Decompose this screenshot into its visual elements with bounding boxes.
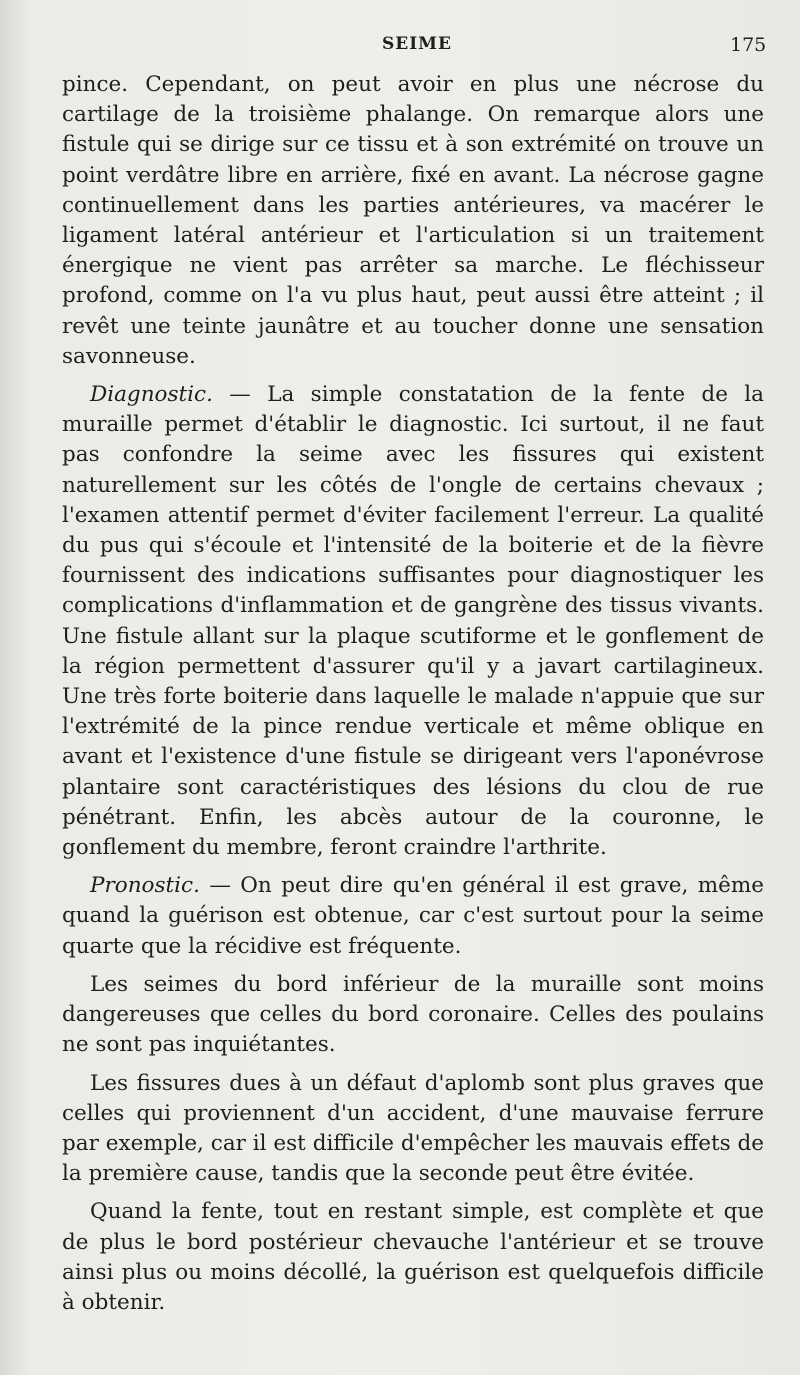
paragraph-text: — La simple constatation de la fente de la muraille permet d'établir le diagnostic. Ici surtout, il ne faut pas confondre la seime avec les fissures qui existent naturellement sur les côtés de l'ongle de certains chevaux ; l'examen attentif permet d'éviter facilement l'erreur. La qualité du pus qui s'écoule et l'intensité de la boiterie et de la fièvre fournissent des indications suffisantes pour diagnostiquer les complications d'inflammation et de gangrène des tissus vivants. Une fistule allant sur la plaque scutiforme et le gonflement de la région permettent d'assurer qu'il y a javart cartilagineux. Une très forte boiterie dans laquelle le malade n'appuie que sur l'extrémité de la pince rendue verticale et même oblique en avant et l'existence d'une fistule se dirigeant vers l'aponévrose plantaire sont caractéristiques des lésions du clou de rue pénétrant. Enfin, les abcès autour de la couronne, le gonflement du membre, feront craindre l'arthrite. bbox=[62, 382, 764, 861]
paragraph-text: — On peut dire qu'en général il est grave, même quand la guérison est obtenue, car c'est surtout pour la seime quarte que la récidive est fréquente. bbox=[62, 873, 764, 959]
paragraph-seimes-bord bbox=[62, 970, 764, 1061]
paragraph-pronostic bbox=[62, 871, 764, 962]
paragraph-continuation bbox=[62, 70, 764, 372]
paragraph-diagnostic bbox=[62, 380, 764, 863]
section-heading-diagnostic: Diagnostic. bbox=[90, 382, 213, 408]
page-header bbox=[0, 32, 800, 62]
paragraph-fente bbox=[62, 1197, 764, 1318]
section-heading-pronostic: Pronostic. bbox=[90, 873, 200, 899]
paragraph-text: pince. Cependant, on peut avoir en plus une nécrose du cartilage de la troisième phalange. On remarque alors une fistule qui se dirige sur ce tissu et à son extrémité on trouve un point verdâtre libre en arrière, fixé en avant. La nécrose gagne continuellement dans les parties antérieures, va macérer le ligament latéral antérieur et l'articulation si un traitement énergique ne vient pas arrêter sa marche. Le fléchisseur profond, comme on l'a vu plus haut, peut aussi être atteint ; il revêt une teinte jaunâtre et au toucher donne une sensation savonneuse. bbox=[62, 72, 764, 369]
paragraph-text: Quand la fente, tout en restant simple, est complète et que de plus le bord postérieur chevauche l'antérieur et se trouve ainsi plus ou moins décollé, la guérison est quelquefois difficile à obtenir. bbox=[62, 1199, 764, 1315]
paragraph-text: Les fissures dues à un défaut d'aplomb sont plus graves que celles qui proviennent d'un accident, d'une mauvaise ferrure par exemple, car il est difficile d'empêcher les mauvais effets de la première cause, tandis que la seconde peut être évitée. bbox=[62, 1070, 764, 1187]
paragraph-text: Les seimes du bord inférieur de la muraille sont moins dangereuses que celles du bord coronaire. Celles des poulains ne sont pas inquiétantes. bbox=[62, 971, 764, 1058]
page-number: 175 bbox=[730, 34, 767, 56]
paragraph-fissures bbox=[62, 1069, 764, 1190]
body-text bbox=[62, 70, 764, 1318]
running-title: SEIME bbox=[382, 34, 452, 54]
